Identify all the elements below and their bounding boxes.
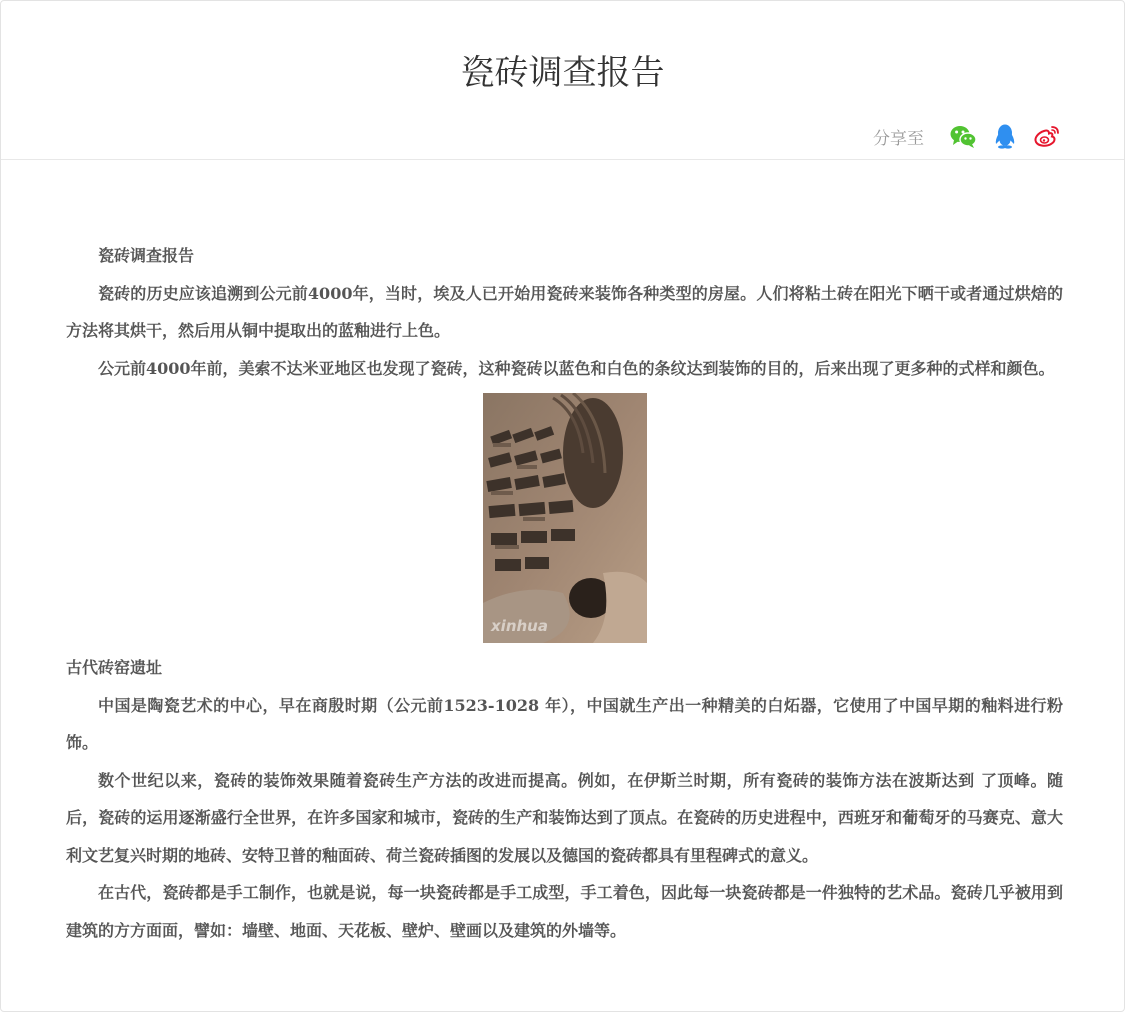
paragraph: 瓷砖的历史应该追溯到公元前4000年，当时，埃及人已开始用瓷砖来装饰各种类型的房屋。人们将粘土砖在阳光下晒干或者通过烘焙的方法将其烘干，然后用从铜中提取出的蓝釉进行上色。 <box>66 283 1063 340</box>
paragraph: 中国是陶瓷艺术的中心，早在商殷时期（公元前1523-1028 年），中国就生产出一种精美的白炻器，它使用了中国早期的釉料进行粉饰。 <box>66 695 1063 752</box>
wechat-icon[interactable] <box>948 121 978 151</box>
paragraph: 在古代，瓷砖都是手工制作，也就是说，每一块瓷砖都是手工成型，手工着色，因此每一块瓷砖都是一件独特的艺术品。瓷砖几乎被用到建筑的方方面面，譬如：墙壁、地面、天花板、壁炉、壁画以及建筑的外墙等。 <box>66 883 1063 940</box>
article-header <box>1 1 1124 160</box>
weibo-icon[interactable] <box>1032 121 1062 151</box>
figure <box>66 393 1063 687</box>
paragraph: 瓷砖调查报告 <box>98 246 195 265</box>
brick-kiln-photo <box>483 393 647 643</box>
share-bar <box>873 121 1062 151</box>
photo-watermark: xinhua <box>490 617 548 635</box>
paragraph: 公元前4000年前，美索不达米亚地区也发现了瓷砖，这种瓷砖以蓝色和白色的条纹达到装饰的目的，后来出现了更多种的式样和颜色。 <box>98 358 1055 378</box>
share-label: 分享至 <box>873 128 924 149</box>
paragraph: 数个世纪以来，瓷砖的装饰效果随着瓷砖生产方法的改进而提高。例如，在伊斯兰时期，所有瓷砖的装饰方法在波斯达到 了顶峰。随后，瓷砖的运用逐渐盛行全世界，在许多国家和城市，瓷砖的生产和装饰达到了顶点。在瓷砖的历史进程中，西班牙和葡萄牙的马赛克、意大利文艺复兴时期的地砖、安特卫普的釉面砖、荷兰瓷砖插图的发展以及德国的瓷砖都具有里程碑式的意义。 <box>66 770 1063 865</box>
qq-icon[interactable] <box>990 121 1020 151</box>
page-title: 瓷砖调查报告 <box>460 53 665 93</box>
figure-caption: 古代砖窑遗址 <box>66 658 163 677</box>
article-body <box>66 237 1063 949</box>
